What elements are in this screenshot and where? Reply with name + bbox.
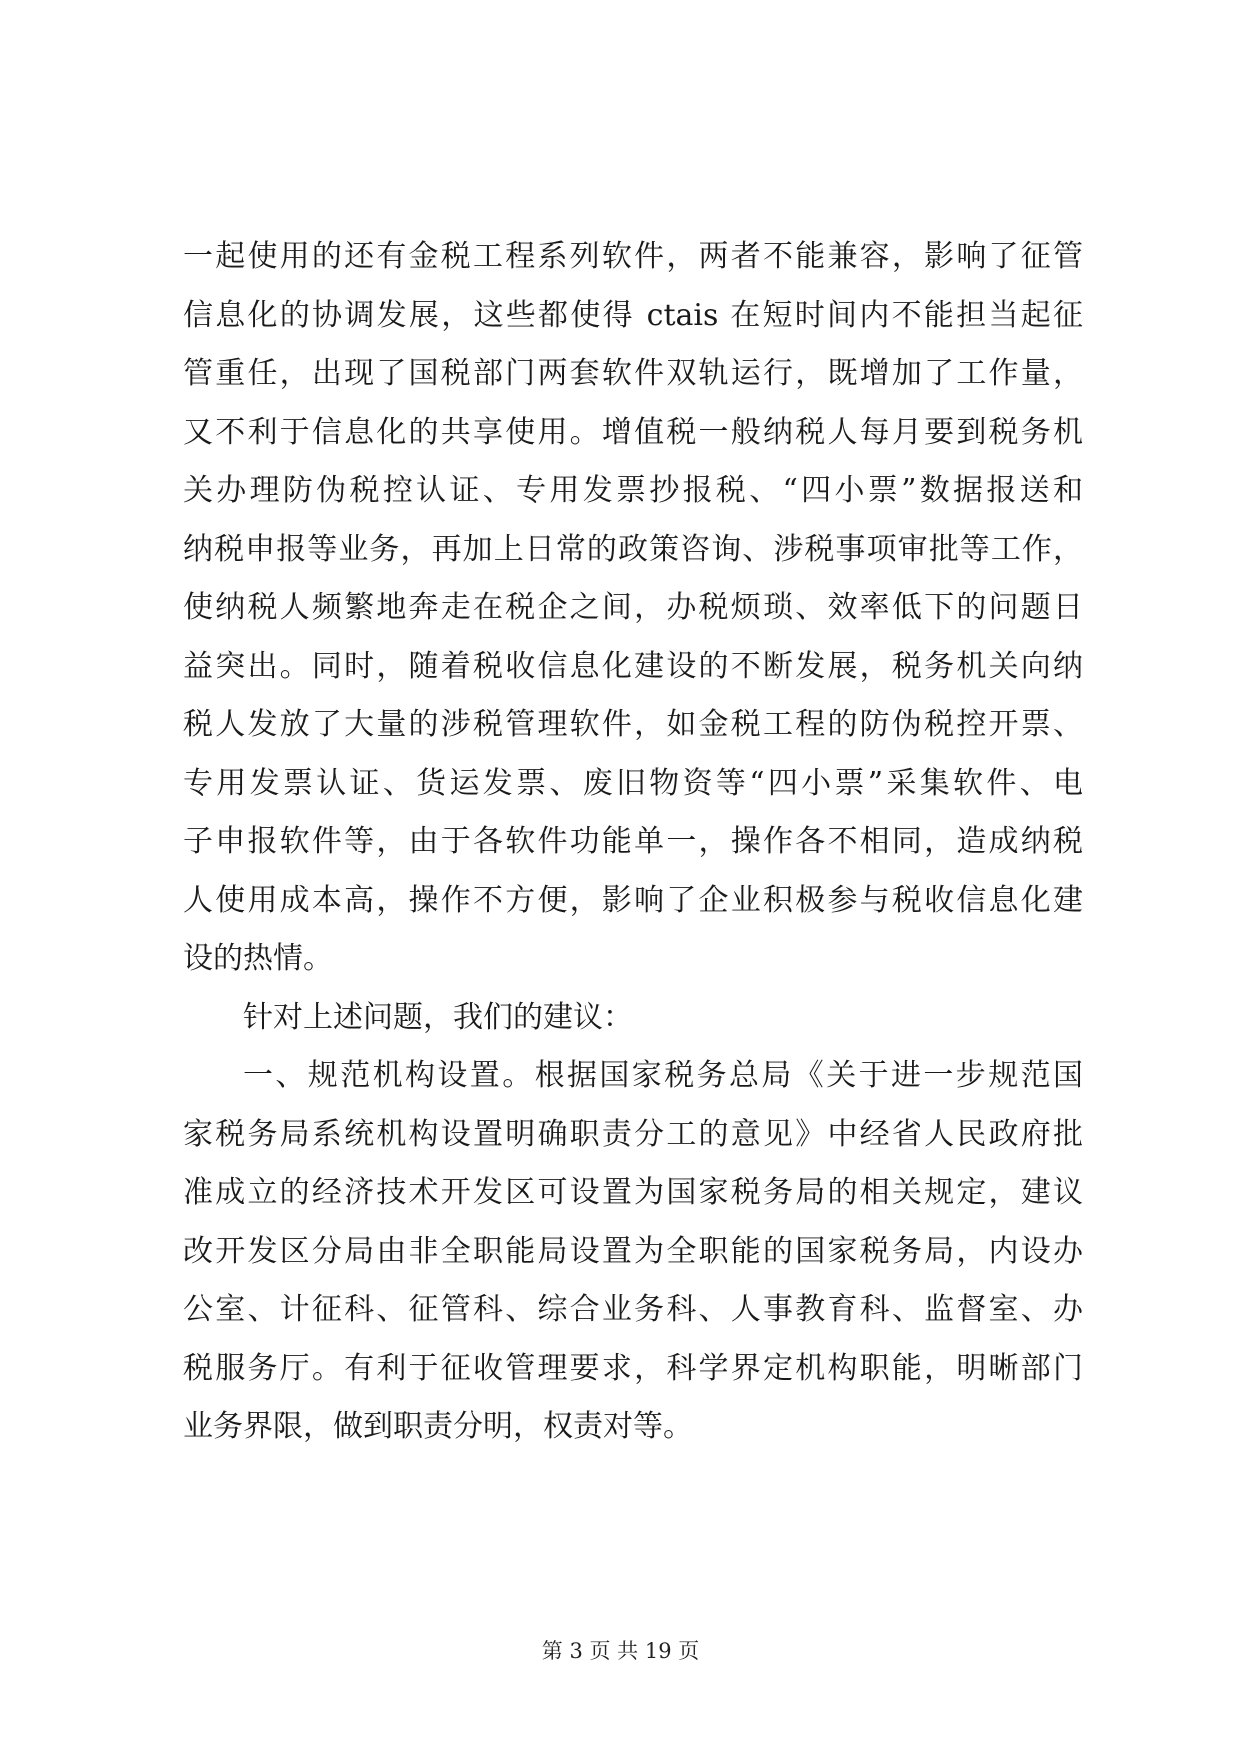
text-line: 益突出。同时，随着税收信息化建设的不断发展，税务机关向纳 [183,648,1083,684]
text-line: 人使用成本高，操作不方便，影响了企业积极参与税收信息化建 [183,882,1083,918]
text-line: 业务界限，做到职责分明，权责对等。 [183,1409,693,1444]
text-line: 管重任，出现了国税部门两套软件双轨运行，既增加了工作量， [183,356,1083,391]
text-line: 准成立的经济技术开发区可设置为国家税务局的相关规定，建议 [183,1175,1083,1210]
text-line: 设的热情。 [183,941,333,976]
text-line: 公室、计征科、征管科、综合业务科、人事教育科、监督室、办 [183,1292,1083,1327]
paragraph-2 [183,989,1083,1048]
text-line: 一起使用的还有金税工程系列软件，两者不能兼容，影响了征管 [183,239,1083,274]
text-line: 子申报软件等，由于各软件功能单一，操作各不相同，造成纳税 [183,824,1083,859]
text-line: 使纳税人频繁地奔走在税企之间，办税烦琐、效率低下的问题日 [183,590,1083,625]
paragraph-3 [183,1047,1083,1457]
text-line: 纳税申报等业务，再加上日常的政策咨询、涉税事项审批等工作， [183,531,1083,567]
text-line: 改开发区分局由非全职能局设置为全职能的国家税务局，内设办 [183,1233,1083,1269]
text-line: 家税务局系统机构设置明确职责分工的意见》中经省人民政府批 [183,1116,1083,1152]
text-line: 信息化的协调发展，这些都使得 ctais 在短时间内不能担当起征 [183,297,1083,333]
text-line: 税服务厅。有利于征收管理要求，科学界定机构职能，明晰部门 [183,1350,1083,1386]
text-line: 针对上述问题，我们的建议： [243,999,633,1035]
document-body [183,228,1083,1457]
text-line: 一、规范机构设置。根据国家税务总局《关于进一步规范国 [243,1058,1083,1093]
text-line: 又不利于信息化的共享使用。增值税一般纳税人每月要到税务机 [183,414,1083,450]
text-line: 关办理防伪税控认证、专用发票抄报税、“四小票”数据报送和 [183,473,1083,508]
paragraph-1 [183,228,1083,989]
page-footer: 第 3 页 共 19 页 [541,1639,700,1663]
text-line: 税人发放了大量的涉税管理软件，如金税工程的防伪税控开票、 [183,707,1083,742]
text-line: 专用发票认证、货运发票、废旧物资等“四小票”采集软件、电 [183,765,1083,801]
